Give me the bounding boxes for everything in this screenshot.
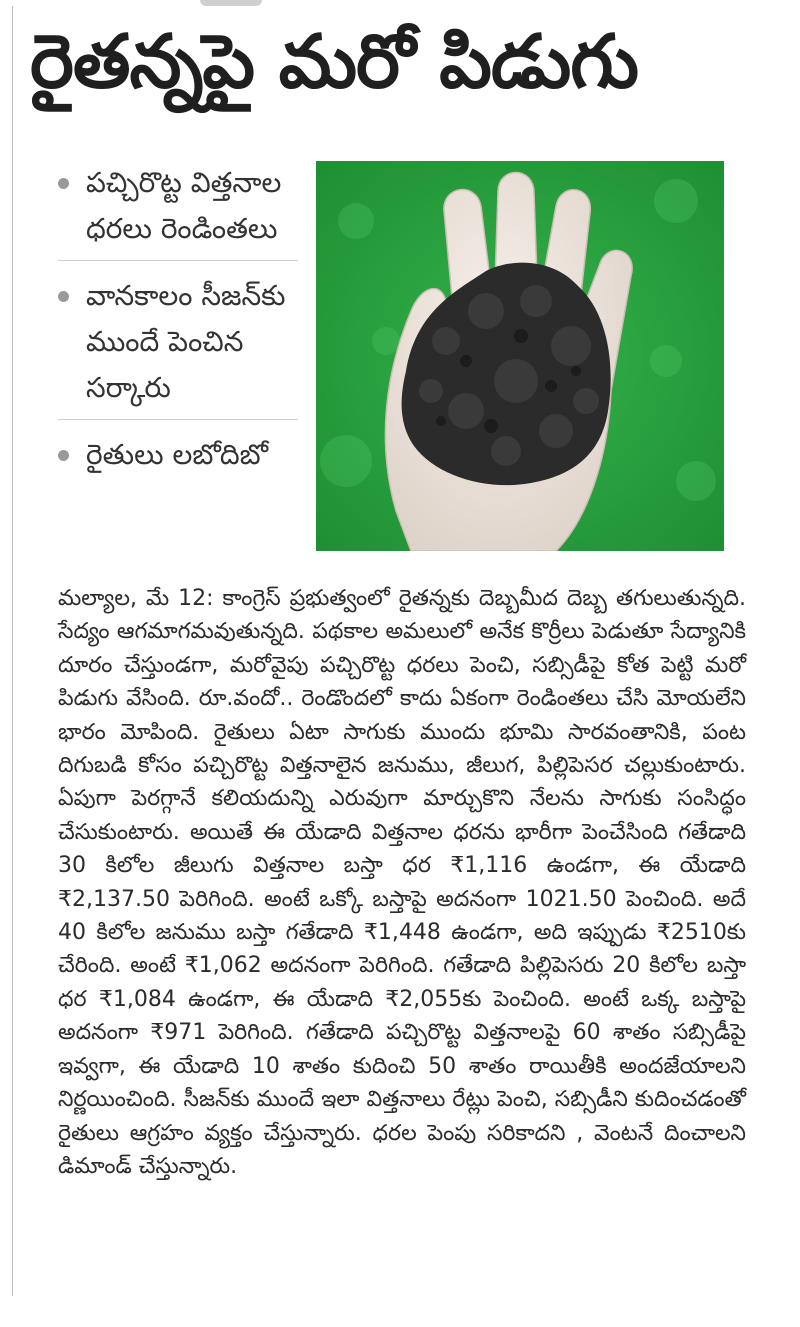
highlight-text: రైతులు లబోదిబో [86, 438, 269, 471]
bullet-icon [58, 178, 69, 189]
highlight-item [58, 273, 298, 420]
highlight-item [58, 432, 298, 486]
highlights-list [58, 160, 298, 498]
hand-with-seeds-illustration [316, 161, 724, 551]
article-photo [316, 161, 724, 551]
bullet-icon [58, 291, 69, 302]
bullet-icon [58, 450, 69, 461]
headline: రైతన్నపై మరో పిడుగు [30, 19, 638, 105]
highlight-text: వానకాలం సీజన్‌కు ముందే పెంచిన సర్కారు [86, 279, 286, 404]
article-body [58, 582, 746, 1183]
highlight-text: పచ్చిరొట్ట విత్తనాల ధరలు రెండింతలు [86, 166, 282, 245]
article-paragraph: మల్యాల, మే 12: కాంగ్రెస్‌ ప్రభుత్వంలో రైతన్నకు దెబ్బమీద దెబ్బ తగులుతున్నది. సేద్యం ఆగమాగమవుతున్నది. పథకాల అమలులో అనేక కొర్రీలు పెడుతూ సేద్యానికి దూరం చేస్తుండగా, మరోవైపు పచ్చిరొట్ట ధరలు పెంచి, సబ్సిడీపై కోత పెట్టి మరో పిడుగు వేసింది. రూ.వందో.. రెండొందలో కాదు ఏకంగా రెండింతలు చేసి మోయలేని భారం మోపింది. రైతులు ఏటా సాగుకు ముందు భూమి సారవంతానికి, పంట దిగుబడి కోసం పచ్చిరొట్ట విత్తనాలైన జనుము, జీలుగ, పిల్లిపెసర చల్లుకుంటారు. ఏపుగా పెరగ్గానే కలియదున్ని ఎరువుగా మార్చుకొని నేలను సాగుకు సంసిద్ధం చేసుకుంటారు. అయితే ఈ యేడాది విత్తనాల ధరను భారీగా పెంచేసింది గతేడాది 30 కిలోల జీలుగు విత్తనాల బస్తా ధర ₹1,116 ఉండగా, ఈ యేడాది ₹2,137.50 పెరిగింది. అంటే ఒక్కో బస్తాపై అదనంగా 1021.50 పెంచింది. అదే 40 కిలోల జనుము బస్తా గతేడాది ₹1,448 ఉండగా, అది ఇప్పుడు ₹2510కు చేరింది. అంటే ₹1,062 అదనంగా పెరిగింది. గతేడాది పిల్లిపెసరు 20 కిలోల బస్తా ధర ₹1,084 ఉండగా, ఈ యేడాది ₹2,055కు పెంచింది. అంటే ఒక్క బస్తాపై అదనంగా ₹971 పెరిగింది. గతేడాది పచ్చిరొట్ట విత్తనాలపై 60 శాతం సబ్సిడీపై ఇవ్వగా, ఈ యేడాది 10 శాతం కుదించి 50 శాతం రాయితీకి అందజేయాలని నిర్ణయించింది. సీజన్‌కు ముందే ఇలా విత్తనాలు రేట్లు పెంచి, సబ్సిడీని కుదించడంతో రైతులు ఆగ్రహం వ్యక్తం చేస్తున్నారు. ధరల పెంపు సరికాదని , వెంటనే దించాలని డిమాండ్‌ చేస్తున్నారు. [58, 586, 746, 1179]
column-rule [12, 6, 13, 1296]
highlight-item [58, 160, 298, 261]
clipping-edge-mark [200, 0, 262, 6]
